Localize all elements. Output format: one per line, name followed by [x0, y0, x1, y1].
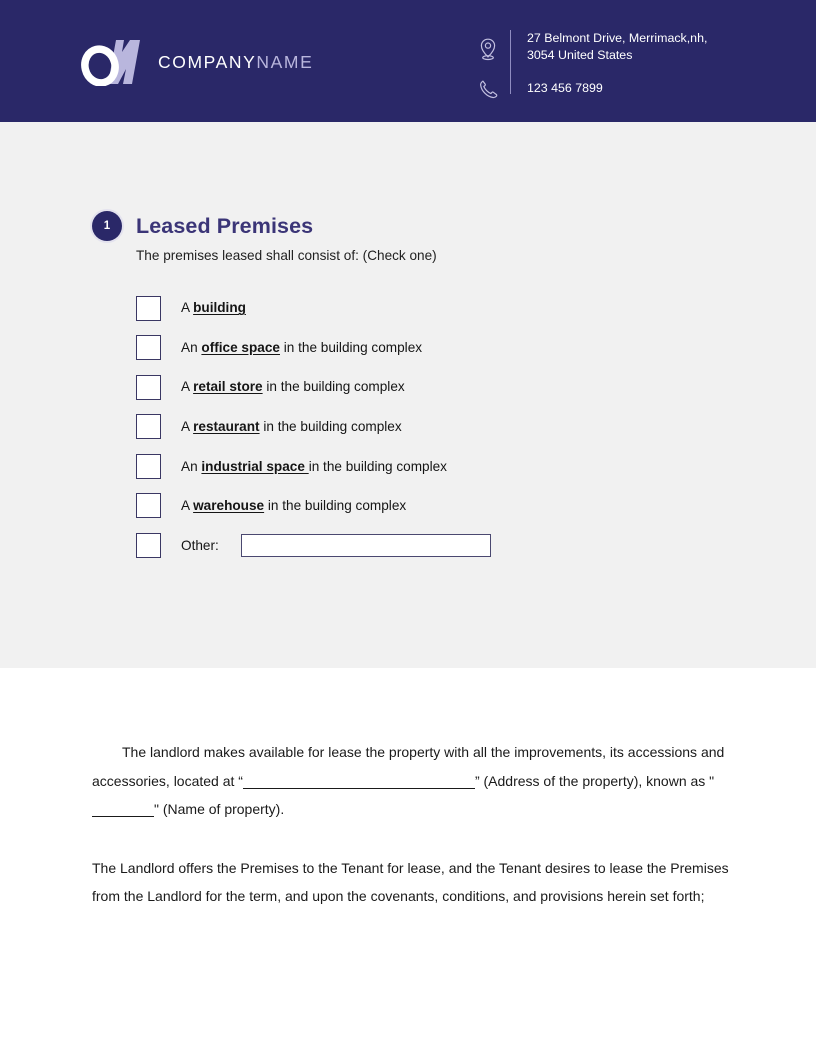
option-row-other[interactable] — [136, 533, 491, 559]
option-prefix: An — [181, 339, 202, 355]
brand-name-part1: COMPANY — [158, 52, 257, 73]
checkbox-office-space[interactable] — [136, 335, 161, 360]
option-emphasis: retail store — [193, 379, 263, 395]
checkbox-retail-store[interactable] — [136, 375, 161, 400]
paragraph-lease-offer: The Landlord offers the Premises to the Tenant for lease, and the Tenant desires to lease the Premises from the Landlord for the term, and upon the covenants, conditions, and provisions herein set forth; — [92, 859, 729, 905]
phone-number: 123 456 7899 — [527, 81, 603, 95]
option-prefix: An — [181, 458, 202, 474]
option-suffix: in the building complex — [264, 498, 407, 514]
option-suffix: in the building complex — [279, 339, 423, 355]
option-label-other: Other: — [181, 538, 219, 554]
option-label-office-space — [181, 341, 422, 355]
option-row-building[interactable] — [136, 295, 491, 321]
option-prefix: A — [181, 498, 194, 514]
option-emphasis: warehouse — [193, 498, 265, 514]
paragraph1-part3: " (Name of property). — [154, 801, 285, 818]
option-prefix: A — [181, 379, 194, 395]
option-row-warehouse[interactable] — [136, 493, 491, 519]
checkbox-warehouse[interactable] — [136, 493, 161, 518]
location-pin-icon — [479, 29, 497, 69]
option-label-retail-store — [181, 380, 405, 394]
option-row-retail-store[interactable] — [136, 374, 491, 400]
option-emphasis: building — [193, 300, 246, 316]
paragraph-property-description — [92, 738, 732, 824]
leased-premises-panel — [0, 122, 816, 668]
option-label-building — [181, 301, 246, 315]
page-header — [0, 0, 816, 122]
option-label-warehouse — [181, 499, 406, 513]
section-number-badge: 1 — [92, 211, 122, 241]
checkbox-industrial-space[interactable] — [136, 454, 161, 479]
section-subtitle: The premises leased shall consist of: (Check one) — [136, 248, 437, 263]
option-suffix: in the building complex — [308, 458, 447, 474]
other-text-input[interactable] — [241, 534, 491, 557]
premises-options-list — [136, 295, 491, 572]
lease-body-text — [92, 738, 732, 911]
option-prefix: A — [181, 300, 194, 316]
option-emphasis: restaurant — [193, 418, 260, 434]
option-suffix: in the building complex — [262, 379, 405, 395]
option-prefix: A — [181, 418, 194, 434]
address-line-1: 27 Belmont Drive, Merrimack,nh, — [527, 31, 708, 45]
section-header — [92, 211, 313, 241]
checkbox-building[interactable] — [136, 296, 161, 321]
address-blank-line[interactable] — [243, 788, 475, 789]
option-row-industrial-space[interactable] — [136, 453, 491, 479]
paragraph1-part1: The landlord makes available for lease the property with all the improvements, its accessions and accessories, located at “ — [92, 744, 725, 789]
option-row-restaurant[interactable] — [136, 414, 491, 440]
paragraph1-part2: ” (Address of the property), known as " — [474, 772, 715, 789]
phone-handset-icon — [479, 69, 498, 109]
option-suffix: in the building complex — [259, 418, 402, 434]
contact-icon-column — [470, 26, 506, 109]
brand-name-part2: NAME — [256, 52, 314, 73]
contact-info-block — [470, 26, 707, 109]
brand-logo-block — [78, 40, 313, 86]
option-emphasis: industrial space — [201, 458, 309, 474]
option-row-office-space[interactable] — [136, 335, 491, 361]
address-line-2: 3054 United States — [527, 48, 633, 62]
brand-name — [158, 54, 313, 72]
option-label-industrial-space — [181, 460, 447, 474]
contact-text-column — [527, 26, 707, 97]
contact-divider — [510, 30, 511, 94]
checkbox-restaurant[interactable] — [136, 414, 161, 439]
on-monogram-logo-icon — [78, 40, 150, 86]
option-label-restaurant — [181, 420, 402, 434]
option-emphasis: office space — [201, 339, 280, 355]
checkbox-other[interactable] — [136, 533, 161, 558]
section-title: Leased Premises — [136, 213, 314, 238]
name-blank-line[interactable] — [92, 816, 154, 817]
